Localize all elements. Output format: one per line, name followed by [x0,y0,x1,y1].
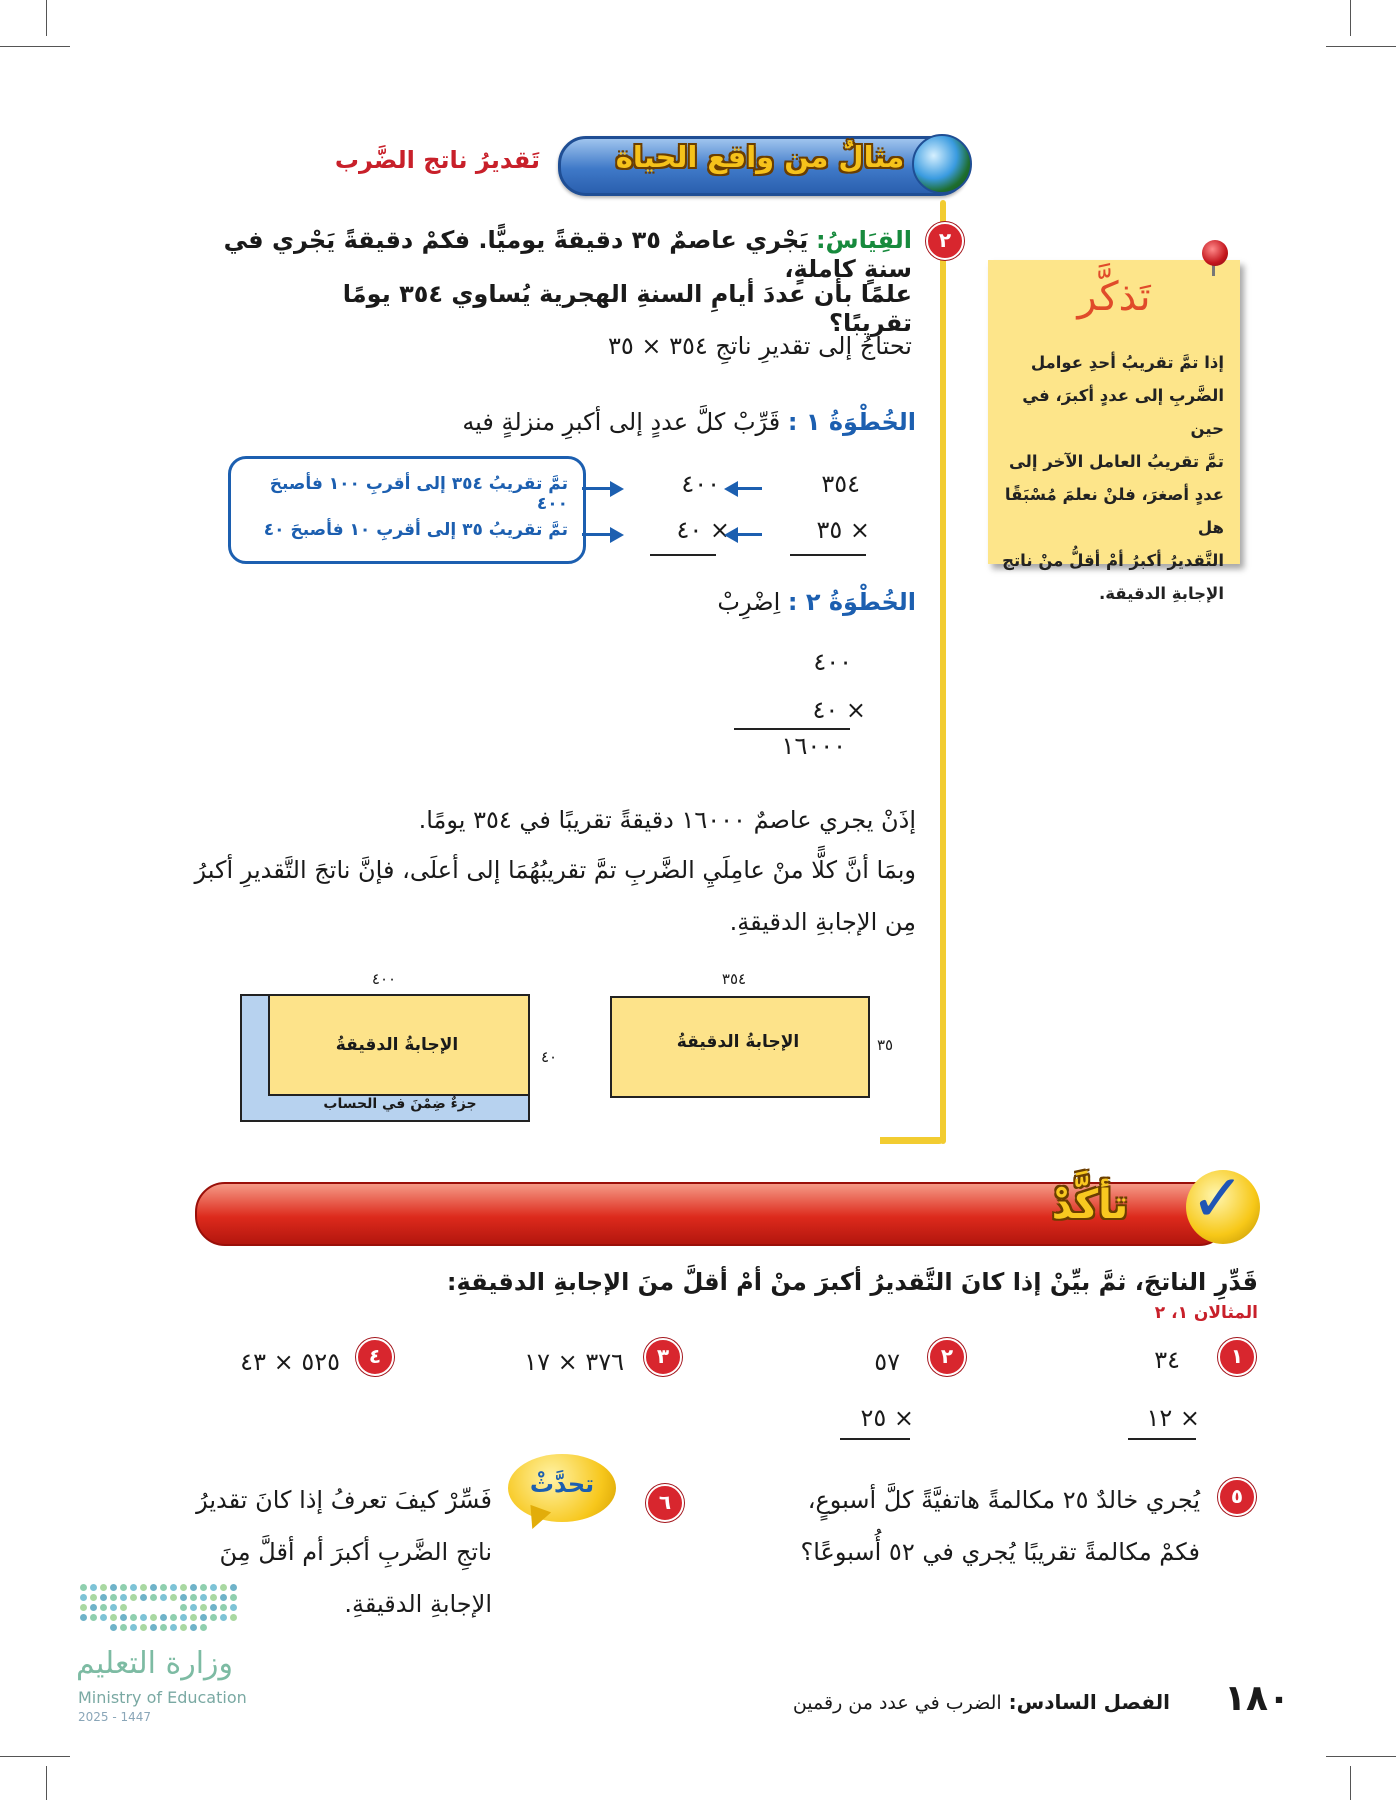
remember-line: إذا تمَّ تقريبُ أحدِ عوامل [1030,353,1224,372]
logo-dot [140,1624,147,1631]
logo-dot [130,1594,137,1601]
arrow-left-icon [724,481,738,497]
logo-dot [80,1584,87,1591]
exercise-2-underline [840,1438,910,1440]
logo-dot [110,1604,117,1611]
logo-dot [140,1594,147,1601]
step-2-text: اِضْرِبْ [717,588,781,616]
lesson-title: تَقديرُ ناتج الضَّرب [334,146,540,174]
exercise-number: ١ [1218,1338,1256,1376]
arrow-right-icon [610,481,624,497]
mult-result: ١٦٠٠٠ [781,732,846,760]
logo-dot [140,1614,147,1621]
rounding-note-1: تمَّ تقريبُ ٣٥٤ إلى أقربِ ١٠٠ فأصبحَ ٤٠٠ [269,474,568,514]
logo-dot [230,1604,237,1611]
logo-dot [210,1614,217,1621]
logo-dot [180,1624,187,1631]
logo-dot [100,1594,107,1601]
example-number: ٢ [926,222,964,260]
example-line-1-text: يَجْري عاصمٌ ٣٥ دقيقةً يوميًّا. فكمْ دقيقةً يَجْري في سنةٍ كاملةٍ، [223,226,912,283]
logo-dot [210,1584,217,1591]
remember-title: تَذكَّر [1077,274,1151,320]
crop-mark [1326,46,1396,47]
example-bottom-rule [880,1137,946,1144]
logo-dot [80,1614,87,1621]
crop-mark [1350,0,1351,36]
exercise-2-bottom: × ٢٥ [860,1404,914,1432]
logo-dot [160,1614,167,1621]
mult-bottom: × ٤٠ [812,696,866,724]
logo-dot [130,1614,137,1621]
ministry-year: 2025 - 1447 [78,1710,152,1724]
arrow-line [582,487,612,490]
rounding-note-2: تمَّ تقريبُ ٣٥ إلى أقربِ ١٠ فأصبحَ ٤٠ [263,520,568,540]
logo-dot [120,1594,127,1601]
logo-dot [200,1604,207,1611]
step-2-label: الخُطْوَةُ ٢ : [787,588,916,616]
crop-mark [1350,1766,1351,1800]
check-instruction [400,1268,1258,1324]
example-line-3: تحتاجُ إلى تقديرِ ناتجِ ٣٥٤ × ٣٥ [607,332,912,360]
row2-underline [790,554,866,556]
conclusion-1: إذَنْ يجري عاصمٌ ١٦٠٠٠ دقيقةً تقريبًا في ٣٥٤ يومًا. [418,806,916,834]
arrow-left-icon [724,527,738,543]
row1-original: ٣٥٤ [821,470,860,498]
exercise-5-line-2: فكمْ مكالمةً تقريبًا يُجري في ٥٢ أُسبوعًا؟ [800,1538,1200,1566]
logo-dot [110,1614,117,1621]
exercise-1-bottom: × ١٢ [1146,1404,1200,1432]
row2-rounded-underline [650,554,716,556]
logo-dot [120,1624,127,1631]
check-instruction-text: قَدِّرِ الناتجَ، ثمَّ بيِّنْ إذا كانَ التَّقديرُ أكبرَ منْ أمْ أقلَّ منَ الإجابةِ الدقيقةِ: [446,1268,1258,1296]
remember-line: عددٍ أصغرَ، فلنْ نعلمَ مُسْبَقًا هل [1004,485,1224,537]
exercise-4-text: ٥٢٥ × ٤٣ [240,1348,340,1376]
row2-original: × ٣٥ [816,516,870,544]
logo-dot [190,1584,197,1591]
logo-dot [110,1594,117,1601]
logo-dot [90,1614,97,1621]
crop-mark [46,1766,47,1800]
step-2 [600,588,916,617]
logo-dot [150,1624,157,1631]
arrow-line [736,533,762,536]
left-height-label: ٤٠ [540,1048,558,1066]
mult-underline [734,728,850,730]
exercise-number: ٢ [928,1338,966,1376]
ministry-name-en: Ministry of Education [78,1688,247,1707]
logo-dot [220,1584,227,1591]
logo-dot [180,1614,187,1621]
logo-dot [120,1604,127,1611]
right-height-label: ٣٥ [876,1036,894,1054]
exercise-6-line-1: فَسِّرْ كيفَ تعرفُ إذا كانَ تقديرُ [196,1486,492,1514]
example-line-2: علمًا بأن عددَ أيامِ السنةِ الهجرية يُساوي ٣٥٤ يومًا تقريبًا؟ [342,280,912,337]
logo-dot [130,1624,137,1631]
logo-dot [100,1604,107,1611]
logo-dot [90,1594,97,1601]
ministry-name-ar: وزارة التعليم [76,1646,234,1681]
exercise-3-text: ٣٧٦ × ١٧ [524,1348,624,1376]
logo-dot [160,1594,167,1601]
logo-dot [160,1624,167,1631]
left-extra-label: جزءٌ ضِمْنَ في الحساب [323,1096,477,1112]
exercise-number: ٥ [1218,1478,1256,1516]
logo-dot [210,1604,217,1611]
remember-text [998,346,1224,610]
logo-dot [230,1594,237,1601]
logo-dot [170,1624,177,1631]
logo-dot [230,1584,237,1591]
example-side-rule [940,200,946,1144]
page-number: ١٨٠ [1224,1678,1290,1719]
exercise-2-top: ٥٧ [874,1348,900,1376]
logo-dot [110,1624,117,1631]
check-reference: المثالان ١، ٢ [1154,1303,1258,1323]
logo-dot [90,1584,97,1591]
logo-dot [120,1614,127,1621]
remember-line: التَّقديرُ أكبرُ أمْ أقلُّ منْ ناتج [1002,551,1224,570]
chapter-title: الضرب في عدد من رقمين [792,1692,1002,1714]
globe-icon [912,134,972,194]
subject-label: القِيَاسُ: [815,226,912,254]
logo-dot [170,1584,177,1591]
conclusion-2: وبمَا أنَّ كلًّا منْ عامِلَيِ الضَّربِ تمَّ تقريبُهُمَا إلى أعلَى، فإنَّ ناتجَ التَّقديرِ أكبرُ [194,856,916,884]
logo-dot [230,1614,237,1621]
logo-dot [190,1624,197,1631]
pushpin-icon [1202,240,1228,266]
exercise-number: ٣ [644,1338,682,1376]
crop-mark [46,0,47,36]
crop-mark [0,1756,70,1757]
step-1-label: الخُطْوَةُ ١ : [787,408,916,436]
logo-dot [220,1594,227,1601]
left-width-label: ٤٠٠ [371,970,397,988]
left-rect-label: الإجابةُ الدقيقةُ [335,1035,459,1055]
logo-dot [180,1604,187,1611]
checkmark-icon: ✓ [1190,1160,1246,1237]
logo-dot [150,1584,157,1591]
logo-dot [100,1614,107,1621]
row2-rounded: × ٤٠ [676,516,730,544]
logo-dot [150,1614,157,1621]
logo-dot [200,1594,207,1601]
arrow-line [582,533,612,536]
exercise-number: ٤ [356,1338,394,1376]
chapter-footer [700,1690,1170,1714]
remember-line: الضَّربِ إلى عددٍ أكبرَ، في حين [1022,386,1224,438]
remember-line: الإجابةِ الدقيقة. [1098,584,1224,603]
logo-dot [190,1594,197,1601]
logo-dot [170,1594,177,1601]
logo-dot [200,1614,207,1621]
logo-dot [210,1594,217,1601]
arrow-line [736,487,762,490]
exercise-1-top: ٣٤ [1154,1346,1180,1374]
check-banner-title: تأكَّدْ [1051,1182,1129,1228]
arrow-right-icon [610,527,624,543]
logo-dot [180,1594,187,1601]
conclusion-3: مِن الإجابةِ الدقيقةِ. [729,908,916,936]
row1-rounded: ٤٠٠ [681,470,720,498]
exercise-6-line-3: الإجابةِ الدقيقةِ. [344,1590,492,1618]
logo-dot [180,1584,187,1591]
logo-dot [220,1614,227,1621]
logo-dot [190,1604,197,1611]
example-banner-text: مثالٌ من واقع الحياة [615,140,905,174]
crop-mark [1326,1756,1396,1757]
crop-mark [0,46,70,47]
logo-dot [190,1614,197,1621]
logo-dot [160,1584,167,1591]
exercise-1-underline [1128,1438,1196,1440]
logo-dot [90,1604,97,1611]
example-line-1 [200,226,912,284]
logo-dot [100,1584,107,1591]
logo-dot [80,1594,87,1601]
right-rect-label: الإجابةُ الدقيقةُ [676,1032,800,1052]
logo-dot [200,1624,207,1631]
logo-dot [130,1584,137,1591]
logo-dot [140,1584,147,1591]
chapter-label: الفصل السادس: [1008,1690,1170,1714]
logo-dot [120,1584,127,1591]
right-width-label: ٣٥٤ [721,970,747,988]
remember-line: تمَّ تقريبُ العامل الآخر إلى [1008,452,1224,471]
exercise-6-line-2: ناتجِ الضَّربِ أكبرَ أم أقلَّ مِنَ [219,1538,492,1566]
logo-dot [150,1594,157,1601]
talk-label: تحدَّثْ [529,1470,595,1498]
exercise-number: ٦ [646,1484,684,1522]
step-1-text: قَرِّبْ كلَّ عددٍ إلى أكبرِ منزلةٍ فيه [462,408,781,436]
step-1 [400,408,916,437]
logo-dot [80,1604,87,1611]
logo-dot [110,1584,117,1591]
mult-top: ٤٠٠ [813,648,852,676]
exercise-5-line-1: يُجري خالدٌ ٢٥ مكالمةً هاتفيَّةً كلَّ أسبوعٍ، [807,1486,1200,1514]
logo-dot [170,1614,177,1621]
logo-dot [220,1604,227,1611]
logo-dot [200,1584,207,1591]
